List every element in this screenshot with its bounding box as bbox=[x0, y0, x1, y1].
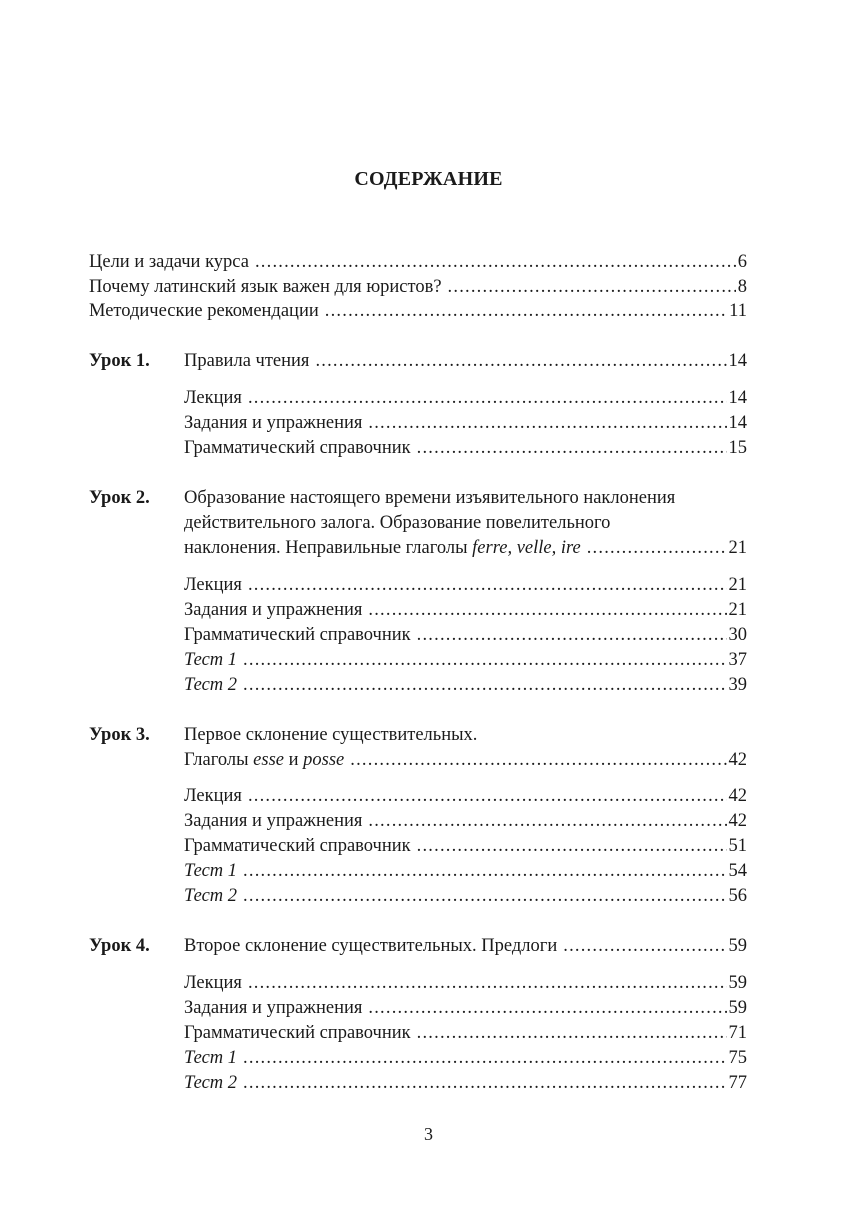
lesson-label: Урок 4. bbox=[89, 936, 150, 956]
dot-leader bbox=[417, 834, 727, 859]
toc-entry: Лекция ..... 59 bbox=[184, 971, 747, 996]
dot-leader bbox=[417, 623, 727, 648]
toc-entry: Тест 2 ..... 39 bbox=[184, 673, 747, 698]
toc-entry: Методические рекомендации ..... 11 bbox=[89, 299, 747, 324]
dot-leader bbox=[248, 784, 727, 809]
dot-leader bbox=[417, 1021, 727, 1046]
toc-entry: Задания и упражнения ..... 14 bbox=[184, 411, 747, 436]
dot-leader bbox=[368, 598, 726, 623]
lesson-label: Урок 2. bbox=[89, 488, 150, 508]
toc-entry: Задания и упражнения ..... 59 bbox=[184, 996, 747, 1021]
dot-leader bbox=[243, 648, 726, 673]
dot-leader bbox=[248, 573, 727, 598]
dot-leader bbox=[243, 1046, 726, 1071]
toc-entry: Лекция ..... 21 bbox=[184, 573, 747, 598]
dot-leader bbox=[255, 250, 736, 275]
dot-leader bbox=[350, 748, 726, 773]
dot-leader bbox=[325, 299, 727, 324]
lesson-heading: Правила чтения ..... 14 bbox=[184, 349, 747, 374]
toc-entry: Тест 1 ..... 37 bbox=[184, 648, 747, 673]
toc-entry: Тест 1 ..... 75 bbox=[184, 1046, 747, 1071]
toc-entry: Задания и упражнения ..... 21 bbox=[184, 598, 747, 623]
dot-leader bbox=[448, 275, 736, 300]
dot-leader bbox=[417, 436, 727, 461]
lesson-heading: наклонения. Неправильные глаголы ferre, velle, ire ..... 21 bbox=[184, 536, 747, 561]
lesson-label: Урок 1. bbox=[89, 351, 150, 371]
toc-entry: Грамматический справочник ..... 71 bbox=[184, 1021, 747, 1046]
lesson-heading-line: действительного залога. Образование повелительного bbox=[184, 513, 611, 533]
page-number: 3 bbox=[424, 1124, 433, 1144]
toc-entry: Почему латинский язык важен для юристов? ..... 8 bbox=[89, 275, 747, 300]
dot-leader bbox=[243, 673, 726, 698]
lesson-heading-line: Образование настоящего времени изъявительного наклонения bbox=[184, 488, 676, 508]
dot-leader bbox=[368, 809, 726, 834]
dot-leader bbox=[587, 536, 727, 561]
lesson-heading-line: Первое склонение существительных. bbox=[184, 725, 478, 745]
toc-entry: Лекция ..... 14 bbox=[184, 386, 747, 411]
toc-entry: Грамматический справочник ..... 30 bbox=[184, 623, 747, 648]
dot-leader bbox=[248, 386, 727, 411]
dot-leader bbox=[248, 971, 727, 996]
toc-entry: Цели и задачи курса ..... 6 bbox=[89, 250, 747, 275]
toc-entry: Лекция ..... 42 bbox=[184, 784, 747, 809]
toc-entry: Тест 2 ..... 77 bbox=[184, 1071, 747, 1096]
lesson-heading: Глаголы esse и posse ..... 42 bbox=[184, 748, 747, 773]
lesson-label: Урок 3. bbox=[89, 725, 150, 745]
toc-entry: Грамматический справочник ..... 51 bbox=[184, 834, 747, 859]
dot-leader bbox=[563, 934, 726, 959]
toc-title: СОДЕРЖАНИЕ bbox=[354, 168, 503, 190]
lesson-heading: Второе склонение существительных. Предлоги ..... 59 bbox=[184, 934, 747, 959]
dot-leader bbox=[368, 996, 726, 1021]
dot-leader bbox=[368, 411, 726, 436]
toc-entry: Задания и упражнения ..... 42 bbox=[184, 809, 747, 834]
dot-leader bbox=[243, 884, 726, 909]
toc-entry: Тест 2 ..... 56 bbox=[184, 884, 747, 909]
toc-entry: Тест 1 ..... 54 bbox=[184, 859, 747, 884]
dot-leader bbox=[243, 1071, 726, 1096]
dot-leader bbox=[243, 859, 726, 884]
toc-entry: Грамматический справочник ..... 15 bbox=[184, 436, 747, 461]
dot-leader bbox=[315, 349, 726, 374]
